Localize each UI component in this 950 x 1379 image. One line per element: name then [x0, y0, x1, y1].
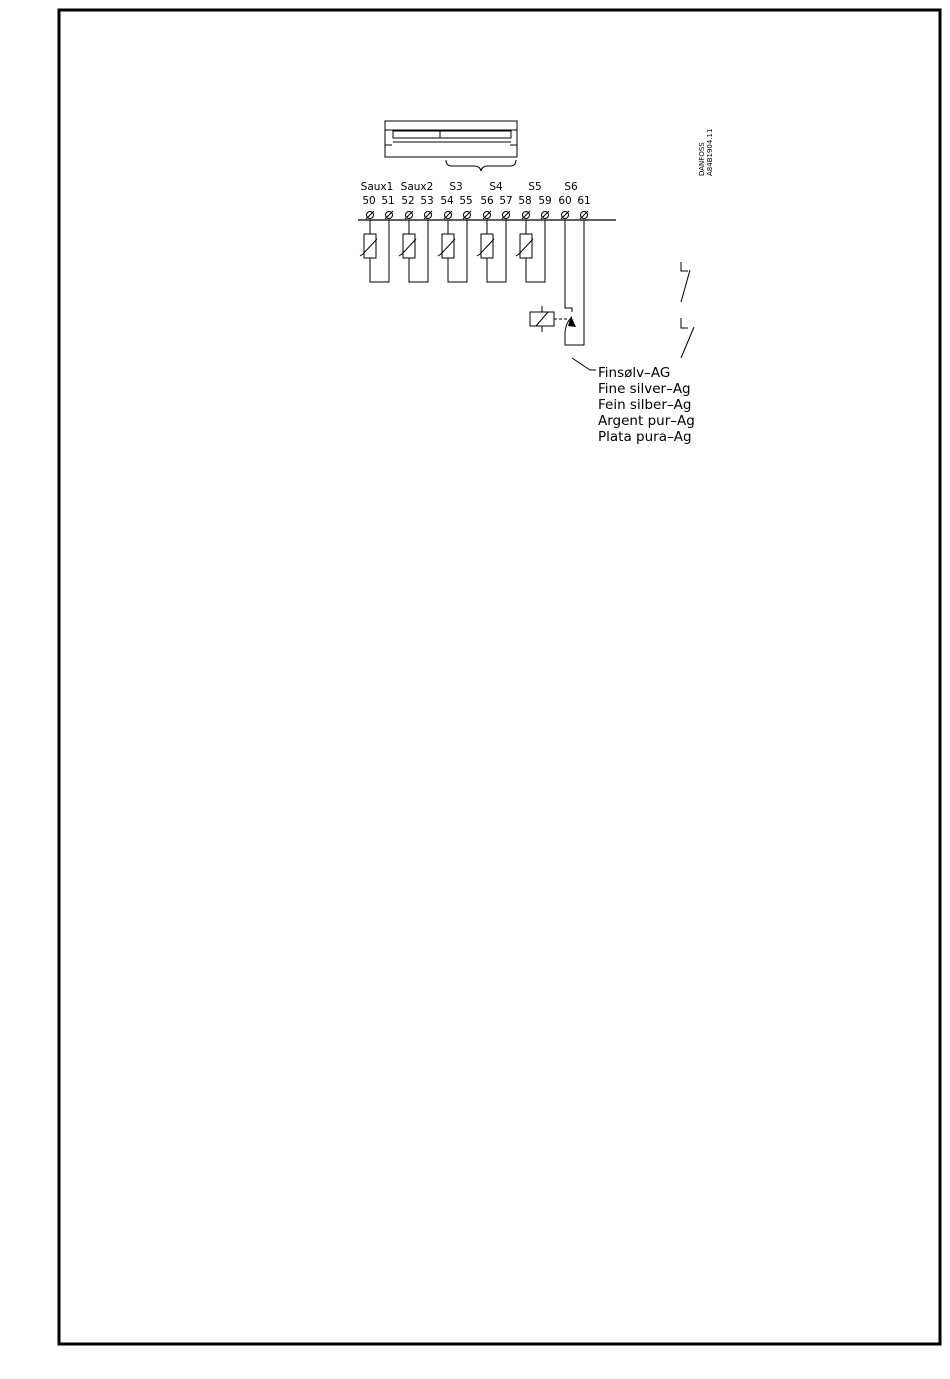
terminal-screw-icon: [405, 211, 413, 219]
switch-symbol-open: [681, 262, 690, 302]
terminal-number: 59: [538, 195, 552, 207]
relay-s6: [530, 220, 596, 370]
material-leader-line: [572, 358, 596, 370]
group-label-saux2: Saux2: [400, 181, 434, 193]
terminal-number: 51: [381, 195, 395, 207]
terminal-group-brace: [446, 160, 516, 171]
sensor-s4: [477, 220, 506, 282]
group-label-saux1: Saux1: [360, 181, 394, 193]
terminal-number: 61: [577, 195, 591, 207]
group-label-s5: S5: [528, 181, 542, 193]
terminal-screw-icon: [541, 211, 549, 219]
sensor-saux2: [399, 220, 428, 282]
terminal-screw-icon: [366, 211, 374, 219]
material-note-da: Finsølv–AG: [598, 365, 671, 381]
terminal-number: 50: [362, 195, 376, 207]
terminal-number: 56: [480, 195, 494, 207]
terminal-number: 55: [459, 195, 473, 207]
group-label-s3: S3: [449, 181, 463, 193]
terminal-screw-icon: [502, 211, 510, 219]
material-note-de: Fein silber–Ag: [598, 397, 692, 413]
terminal-screw-icon: [444, 211, 452, 219]
terminal-number: 52: [401, 195, 415, 207]
drawing-code-line-2: A84B1904.11: [706, 128, 714, 176]
terminal-number: 57: [499, 195, 513, 207]
terminal-screw-icon: [580, 211, 588, 219]
terminal-number: 58: [518, 195, 532, 207]
terminal-screw-icon: [424, 211, 432, 219]
material-note-fr: Argent pur–Ag: [598, 413, 695, 429]
material-note-es: Plata pura–Ag: [598, 429, 692, 445]
terminal-number: 60: [558, 195, 572, 207]
controller-module: [385, 121, 517, 171]
group-label-s4: S4: [489, 181, 503, 193]
terminal-screw-icon: [463, 211, 471, 219]
material-note-en: Fine silver–Ag: [598, 381, 691, 397]
terminal-screw-icon: [385, 211, 393, 219]
terminal-number: 54: [440, 195, 454, 207]
terminal-screw-icon: [522, 211, 530, 219]
terminal-number: 53: [420, 195, 434, 207]
terminal-numbers: [362, 195, 590, 207]
sensor-saux1: [360, 220, 389, 282]
switch-symbol-closed: [681, 318, 694, 358]
terminal-screws: [366, 211, 588, 219]
contact-material-note: [598, 365, 695, 445]
terminal-screw-icon: [483, 211, 491, 219]
drawing-code-line-1: DANFOSS: [698, 142, 706, 176]
terminal-group-labels: [361, 181, 578, 193]
terminal-screw-icon: [561, 211, 569, 219]
sensor-s3: [438, 220, 467, 282]
sheet-border: [59, 10, 940, 1344]
sensor-s5: [516, 220, 545, 282]
group-label-s6: S6: [564, 181, 578, 193]
